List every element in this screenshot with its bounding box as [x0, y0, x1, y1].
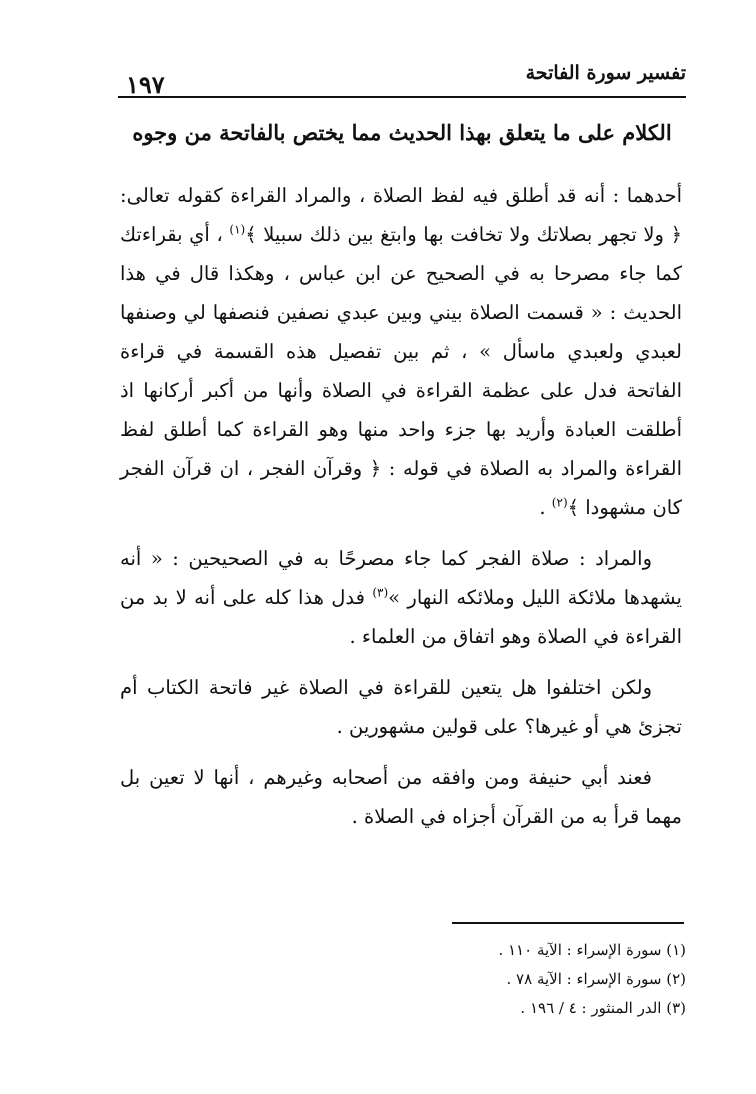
footnote-ref-2: (٢)	[551, 495, 568, 510]
paragraph-1	[120, 176, 682, 527]
paragraph-2-part-2: فدل هذا كله على أنه لا بد من القراءة في الصلاة وهو اتفاق من العلماء .	[120, 586, 682, 648]
running-title: تفسير سورة الفاتحة	[525, 62, 686, 84]
footnotes	[386, 936, 686, 1023]
footnote-2: (٢) سورة الإسراء : الآية ٧٨ .	[506, 970, 686, 988]
footnote-ref-1: (١)	[229, 222, 246, 237]
footnote-3: (٣) الدر المنثور : ٤ / ١٩٦ .	[520, 999, 686, 1017]
paragraph-1-part-2: ، أي بقراءتك كما جاء مصرحا به في الصحيح عن ابن عباس ، وهكذا قال في هذا الحديث : « قسمت الصلاة بيني وبين عبدي نصفين فنصفها لي وصنفها لعبدي ولعبدي ماسأل » ، ثم بين تفصيل هذه القسمة في قراءة الفاتحة فدل على عظمة القراءة في الصلاة وأنها من أكبر أركانها اذ أطلقت العبادة وأريد بها جزء واحد منها وهو القراءة كما أطلق لفظ القراءة والمراد به الصلاة في قوله : ﴿ وقرآن الفجر ، ان قرآن الفجر كان مشهودا ﴾	[120, 223, 682, 519]
paragraph-1-part-1: أحدهما : أنه قد أطلق فيه لفظ الصلاة ، والمراد القراءة كقوله تعالى: ﴿ ولا تجهر بصلاتك ولا تخافت بها وابتغ بين ذلك سبيلا ﴾	[120, 184, 682, 246]
paragraph-3: ولكن اختلفوا هل يتعين للقراءة في الصلاة غير فاتحة الكتاب أم تجزئ هي أو غيرها؟ على قولين مشهورين .	[120, 676, 682, 738]
paragraph-2-part-1: والمراد : صلاة الفجر كما جاء مصرحًا به في الصحيحين : « أنه يشهدها ملائكة الليل وملائكه النهار »	[120, 547, 682, 609]
body-text	[120, 176, 682, 848]
footnote-ref-3: (٣)	[372, 585, 389, 600]
paragraph-2	[120, 539, 682, 656]
paragraph-1-part-3: .	[539, 496, 546, 519]
paragraph-4: فعند أبي حنيفة ومن وافقه من أصحابه وغيرهم ، أنها لا تعين بل مهما قرأ به من القرآن أجزاه في الصلاة .	[120, 766, 682, 828]
section-heading: الكلام على ما يتعلق بهذا الحديث مما يختص بالفاتحة من وجوه	[132, 120, 672, 145]
footnote-rule	[452, 922, 684, 924]
page-number: ١٩٧	[126, 70, 165, 99]
footnote-1: (١) سورة الإسراء : الآية ١١٠ .	[498, 941, 686, 959]
page-header	[118, 56, 686, 112]
header-rule	[118, 96, 686, 98]
